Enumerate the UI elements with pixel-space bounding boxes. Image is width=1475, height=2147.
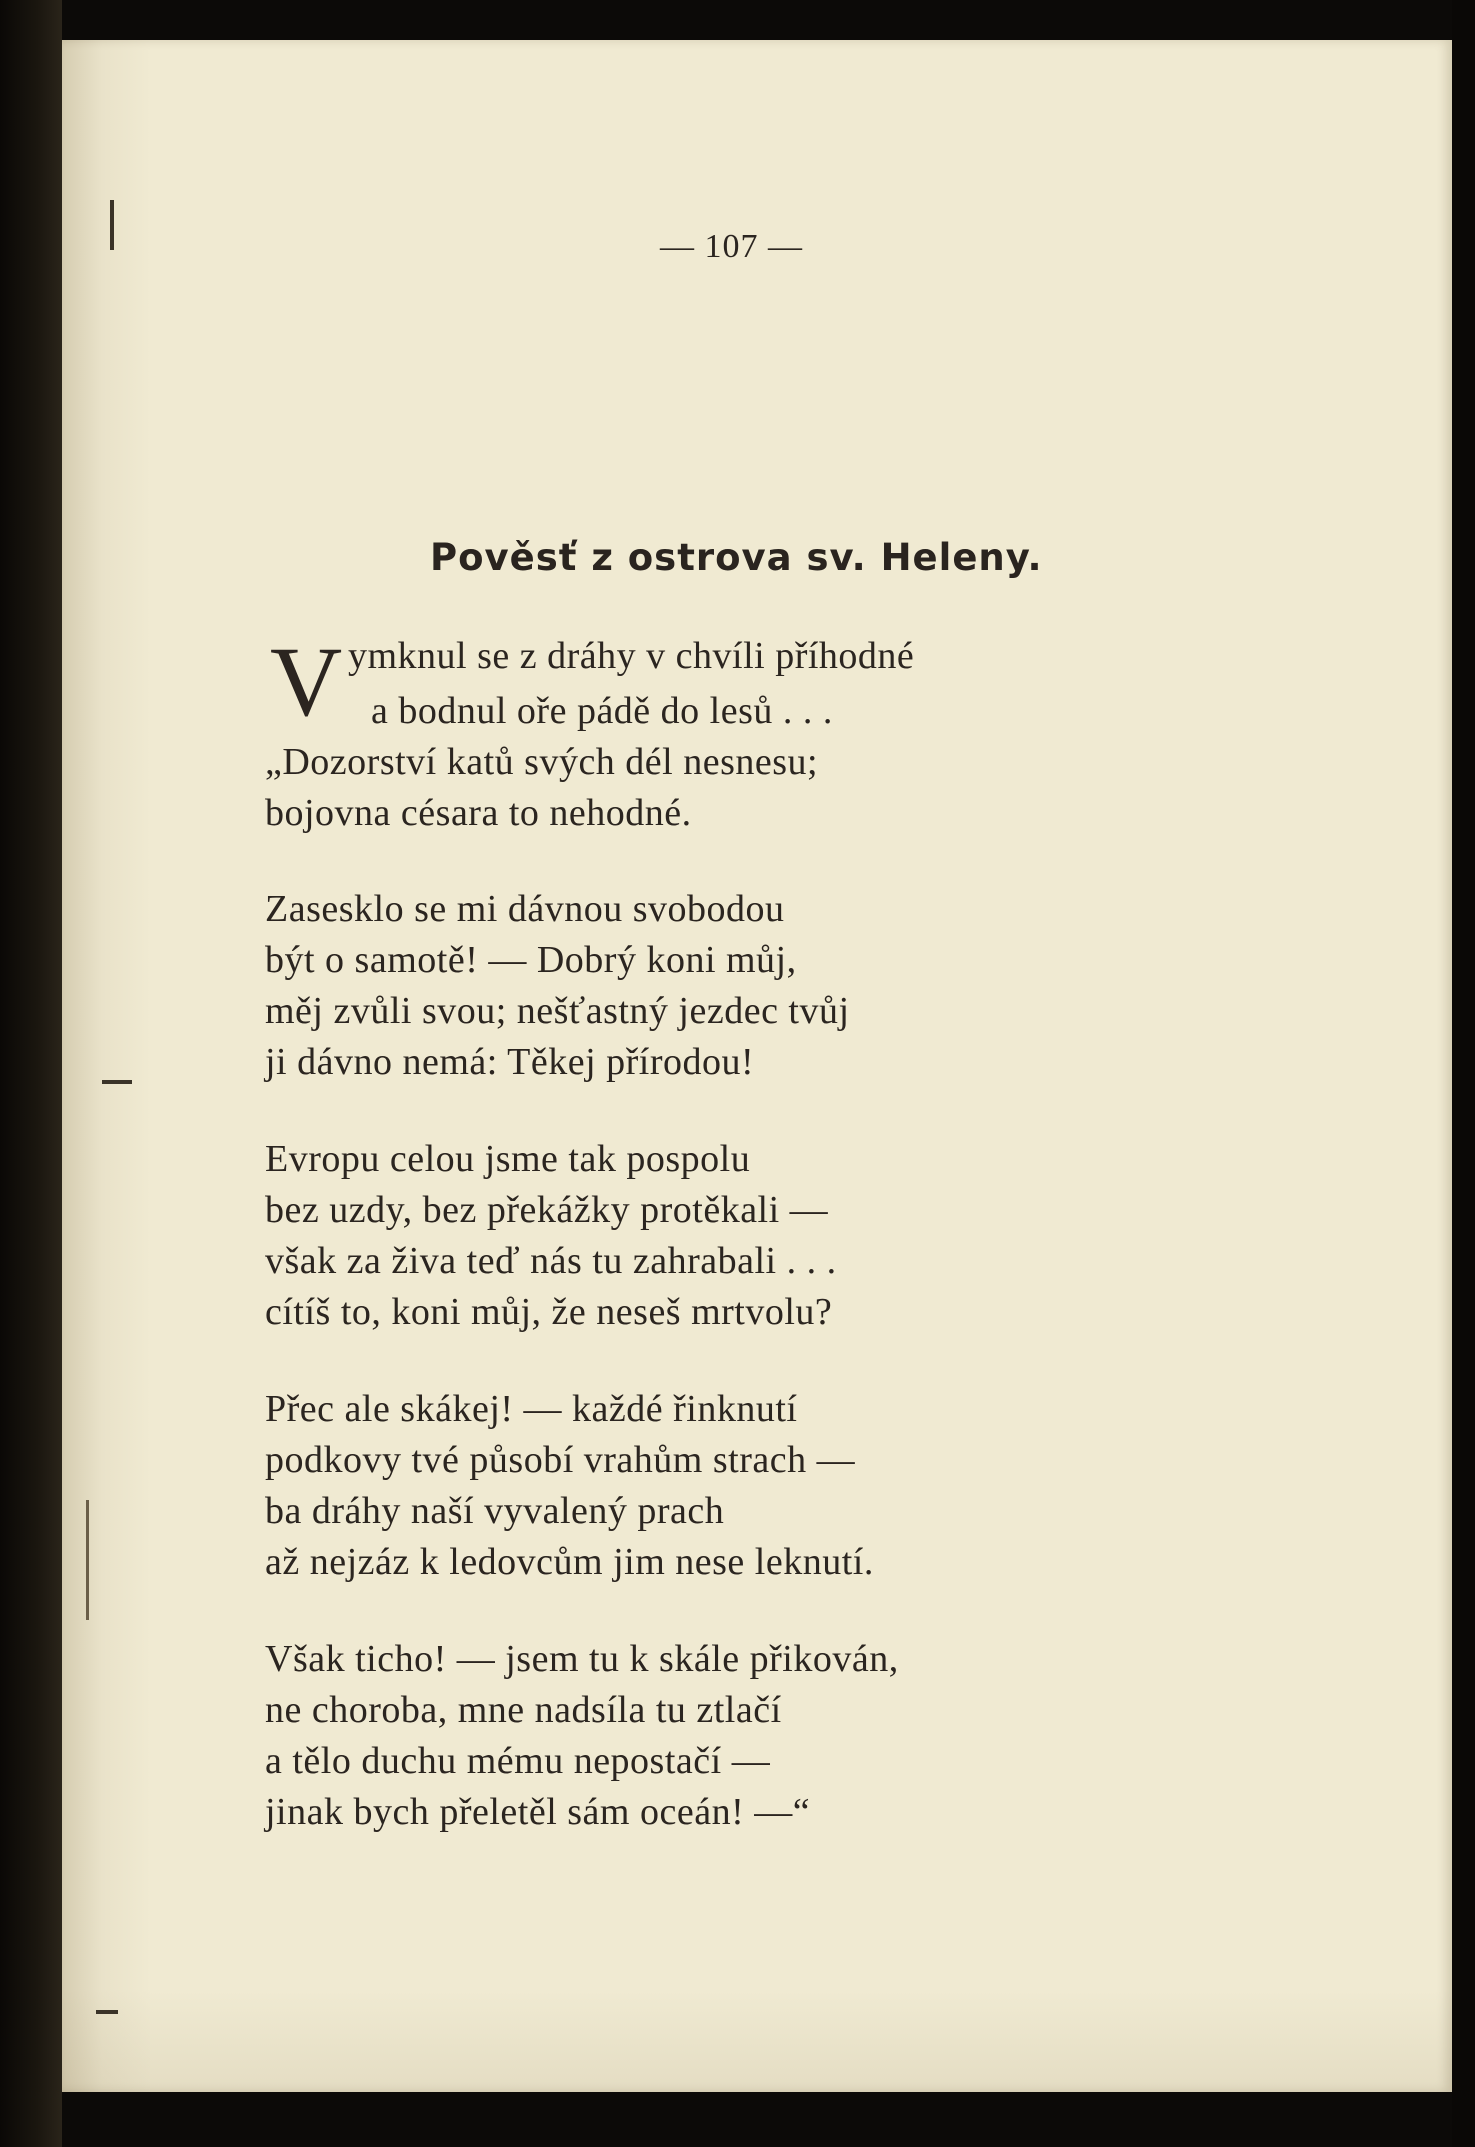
stanza-4 — [265, 1384, 874, 1588]
poem-line: podkovy tvé působí vrahům strach — — [265, 1439, 856, 1481]
margin-mark — [110, 200, 114, 250]
poem-line: Však ticho! — jsem tu k skále přikován, — [265, 1638, 899, 1680]
poem-line: cítíš to, koni můj, že neseš mrtvolu? — [265, 1291, 833, 1333]
poem-line: ne choroba, mne nadsíla tu ztlačí — [265, 1689, 782, 1731]
margin-mark — [96, 2010, 118, 2014]
book-gutter-edge — [0, 0, 62, 2147]
poem-line: ji dávno nemá: Těkej přírodou! — [265, 1041, 755, 1083]
stanza-2 — [265, 884, 850, 1088]
poem-line: „Dozorství katů svých dél nesnesu; — [265, 741, 819, 783]
poem-line: měj zvůli svou; nešťastný jezdec tvůj — [265, 990, 850, 1032]
poem-line: být o samotě! — Dobrý koni můj, — [265, 939, 797, 981]
poem-line: bojovna césara to nehodné. — [265, 792, 692, 834]
poem-line: až nejzáz k ledovcům jim nese leknutí. — [265, 1541, 874, 1583]
poem-line: ba dráhy naší vyvalený prach — [265, 1490, 725, 1532]
stanza-5 — [265, 1634, 899, 1838]
poem-line: Evropu celou jsme tak pospolu — [265, 1138, 751, 1180]
poem-title: Pověsť z ostrova sv. Heleny. — [430, 536, 1043, 579]
poem-line: Zasesklo se mi dávnou svobodou — [265, 888, 785, 930]
poem-line: a bodnul oře pádě do lesů . . . — [371, 690, 833, 732]
poem-line: však za živa teď nás tu zahrabali . . . — [265, 1240, 837, 1282]
poem-line: Přec ale skákej! — každé řinknutí — [265, 1388, 798, 1430]
stanza-1 — [265, 686, 833, 839]
poem-first-line: ymknul se z dráhy v chvíli příhodné — [348, 635, 915, 677]
poem-line: bez uzdy, bez překážky protěkali — — [265, 1189, 829, 1231]
poem-line: a tělo duchu mému nepostačí — — [265, 1740, 771, 1782]
poem-line: jinak bych přeletěl sám oceán! —“ — [265, 1791, 811, 1833]
stanza-3 — [265, 1134, 837, 1338]
page-number: — 107 — — [660, 228, 803, 265]
margin-mark — [86, 1500, 89, 1620]
margin-mark — [102, 1080, 132, 1084]
drop-cap: V — [270, 626, 343, 737]
scan-border-right — [1452, 0, 1475, 2147]
